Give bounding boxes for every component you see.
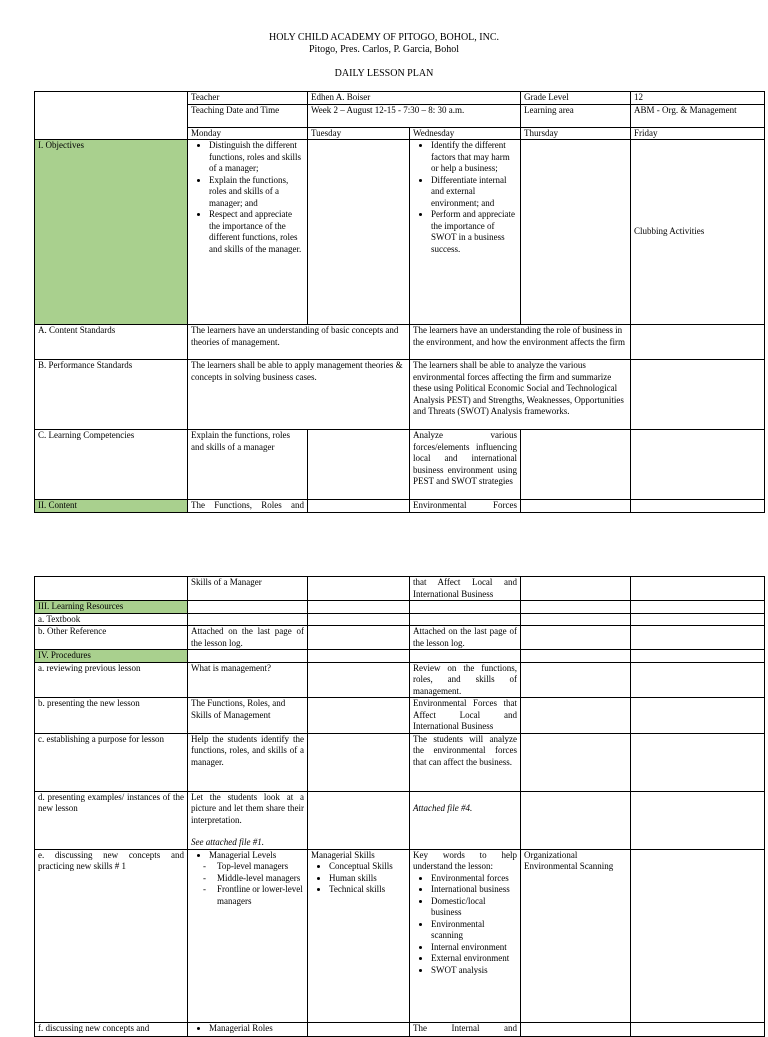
- blank-cell: [308, 430, 410, 500]
- teacher-name: Edhen A. Boiser: [308, 92, 521, 105]
- keyword-item: • Environmental scanning: [431, 919, 517, 942]
- procedures-row: [35, 650, 765, 663]
- teacher-label: Teacher: [188, 92, 308, 105]
- procedure-f-monday: [188, 1022, 308, 1036]
- procedure-a-label: a. reviewing previous lesson: [35, 662, 188, 698]
- blank-cell: [631, 500, 765, 513]
- blank-cell: [631, 360, 765, 430]
- competencies-wednesday: Analyze various forces/elements influencing local and international business environment using PEST and SWOT strategies: [410, 430, 521, 500]
- objective-item: • Perform and appreciate the importance of SWOT in a business success.: [431, 209, 517, 255]
- procedure-d-row: [35, 791, 765, 849]
- procedure-c-monday: Help the students identify the functions, roles, and skills of a manager.: [188, 733, 308, 791]
- blank-cell: [35, 577, 188, 601]
- performance-standards-mon-tue: The learners shall be able to apply management theories & concepts in solving business cases.: [188, 360, 410, 430]
- content-standards-label: A. Content Standards: [35, 325, 188, 360]
- performance-standards-label: B. Performance Standards: [35, 360, 188, 430]
- procedure-c-wednesday: The students will analyze the environmental forces that can affect the business.: [410, 733, 521, 791]
- content-label: II. Content: [35, 500, 188, 513]
- blank-cell: [631, 430, 765, 500]
- procedure-f-wednesday: The Internal and: [410, 1022, 521, 1036]
- competencies-monday: Explain the functions, roles and skills of a manager: [188, 430, 308, 500]
- other-reference-monday: Attached on the last page of the lesson log.: [188, 626, 308, 650]
- competencies-row: [35, 430, 765, 500]
- content-wednesday-top: Environmental Forces: [410, 500, 521, 513]
- objectives-tuesday: [308, 140, 410, 325]
- blank-cell: [308, 577, 410, 601]
- lesson-plan-table-page-2: [34, 576, 765, 1037]
- learning-area: ABM - Org. & Management: [631, 104, 765, 127]
- lesson-plan-table-page-1: [34, 91, 765, 513]
- keyword-item: • SWOT analysis: [431, 965, 517, 977]
- blank-cell: [521, 430, 631, 500]
- keyword-item: • External environment: [431, 953, 517, 965]
- objective-item: • Explain the functions, roles and skills of a manager; and: [209, 175, 304, 210]
- objectives-row: [35, 140, 765, 325]
- procedure-b-monday: The Functions, Roles, and Skills of Management: [188, 698, 308, 734]
- teacher-row: [35, 92, 765, 105]
- procedure-d-monday-note: See attached file #1.: [191, 837, 264, 847]
- procedure-e-tuesday: [308, 849, 410, 1022]
- managerial-level-item: - Middle-level managers: [203, 873, 304, 885]
- competencies-label: C. Learning Competencies: [35, 430, 188, 500]
- keyword-item: • Environmental forces: [431, 873, 517, 885]
- blank-cell: [521, 500, 631, 513]
- school-name: HOLY CHILD ACADEMY OF PITOGO, BOHOL, INC.: [268, 32, 500, 43]
- procedure-e-monday: [188, 849, 308, 1022]
- blank-cell: [521, 577, 631, 601]
- procedure-e-wednesday: [410, 849, 521, 1022]
- procedure-c-label: c. establishing a purpose for lesson: [35, 733, 188, 791]
- managerial-skill-item: • Human skills: [329, 873, 406, 885]
- performance-standards-row: [35, 360, 765, 430]
- procedure-f-label: f. discussing new concepts and: [35, 1022, 188, 1036]
- grade-level: 12: [631, 92, 765, 105]
- keyword-item: • Internal environment: [431, 942, 517, 954]
- objectives-label: I. Objectives: [35, 140, 188, 325]
- procedure-d-monday-text: Let the students look at a picture and let them share their interpretation.: [191, 791, 304, 825]
- procedure-b-row: [35, 698, 765, 734]
- procedure-d-monday: [188, 791, 308, 849]
- procedure-f-row: [35, 1022, 765, 1036]
- other-reference-label: b. Other Reference: [35, 626, 188, 650]
- keyword-item: • International business: [431, 884, 517, 896]
- procedure-f-monday-title: • Managerial Roles: [209, 1023, 304, 1035]
- objective-item: • Identify the different factors that may harm or help a business;: [431, 140, 517, 175]
- objectives-monday: [188, 140, 308, 325]
- textbook-row: [35, 613, 765, 626]
- objectives-thursday: [521, 140, 631, 325]
- textbook-label: a. Textbook: [35, 613, 188, 626]
- teaching-date-label: Teaching Date and Time: [188, 104, 308, 127]
- procedure-a-wednesday: Review on the functions, roles, and skills of management.: [410, 662, 521, 698]
- procedure-e-thursday: Organizational Environmental Scanning: [521, 849, 631, 1022]
- content-row-bottom: [35, 577, 765, 601]
- blank-cell: [308, 500, 410, 513]
- content-monday-top: The Functions, Roles and: [188, 500, 308, 513]
- day-tuesday: Tuesday: [308, 127, 410, 140]
- procedure-a-row: [35, 662, 765, 698]
- procedure-d-label: d. presenting examples/ instances of the new lesson: [35, 791, 188, 849]
- managerial-skill-item: • Conceptual Skills: [329, 861, 406, 873]
- content-standards-mon-tue: The learners have an understanding of basic concepts and theories of management.: [188, 325, 410, 360]
- keyword-item: • Domestic/local business: [431, 896, 517, 919]
- managerial-level-item: - Frontline or lower-level managers: [203, 884, 304, 907]
- managerial-skill-item: • Technical skills: [329, 884, 406, 896]
- blank-cell: [35, 92, 188, 140]
- teaching-date: Week 2 – August 12-15 - 7:30 – 8: 30 a.m.: [308, 104, 521, 127]
- procedure-d-wednesday: [410, 791, 521, 849]
- day-monday: Monday: [188, 127, 308, 140]
- procedure-e-tuesday-title: Managerial Skills: [311, 849, 375, 860]
- objective-item: • Respect and appreciate the importance of the different functions, roles and skills of the manager.: [209, 209, 304, 255]
- school-address: Pitogo, Pres. Carlos, P. Garcia, Bohol: [309, 44, 459, 55]
- other-reference-wednesday: Attached on the last page of the lesson log.: [410, 626, 521, 650]
- content-row-top: [35, 500, 765, 513]
- procedure-d-wednesday-note: Attached file #4.: [413, 802, 473, 813]
- procedure-e-monday-title: • Managerial Levels: [209, 850, 304, 862]
- content-standards-wed-thu: The learners have an understanding the role of business in the environment, and how the environment affects the firm: [410, 325, 631, 360]
- procedure-e-row: [35, 849, 765, 1022]
- procedure-c-row: [35, 733, 765, 791]
- objective-item: • Distinguish the different functions, roles and skills of a manager;: [209, 140, 304, 175]
- blank-cell: [631, 577, 765, 601]
- learning-area-label: Learning area: [521, 104, 631, 127]
- learning-resources-label: III. Learning Resources: [35, 601, 188, 614]
- performance-standards-wed-thu: The learners shall be able to analyze the various environmental forces affecting the firm and summarize these using Political Economic Social and Technological Analysis PEST) and Strengths, Weaknesses, Opportunities and Threats (SWOT) Analysis frameworks.: [410, 360, 631, 430]
- day-friday: Friday: [631, 127, 765, 140]
- objectives-wednesday: [410, 140, 521, 325]
- objectives-friday: Clubbing Activities: [631, 140, 765, 325]
- content-wednesday-bottom: that Affect Local and International Business: [410, 577, 521, 601]
- day-thursday: Thursday: [521, 127, 631, 140]
- blank-cell: [631, 325, 765, 360]
- document-title: DAILY LESSON PLAN: [334, 68, 434, 79]
- procedure-e-wednesday-intro: Key words to help understand the lesson:: [413, 849, 517, 871]
- day-wednesday: Wednesday: [410, 127, 521, 140]
- procedures-label: IV. Procedures: [35, 650, 188, 663]
- content-monday-bottom: Skills of a Manager: [188, 577, 308, 601]
- grade-level-label: Grade Level: [521, 92, 631, 105]
- other-reference-row: [35, 626, 765, 650]
- content-standards-row: [35, 325, 765, 360]
- objective-item: • Differentiate internal and external environment; and: [431, 175, 517, 210]
- managerial-level-item: - Top-level managers: [203, 861, 304, 873]
- procedure-a-monday: What is management?: [188, 662, 308, 698]
- procedure-b-label: b. presenting the new lesson: [35, 698, 188, 734]
- procedure-e-label: e. discussing new concepts and practicing new skills # 1: [35, 849, 188, 1022]
- procedure-b-wednesday: Environmental Forces that Affect Local and International Business: [410, 698, 521, 734]
- learning-resources-row: [35, 601, 765, 614]
